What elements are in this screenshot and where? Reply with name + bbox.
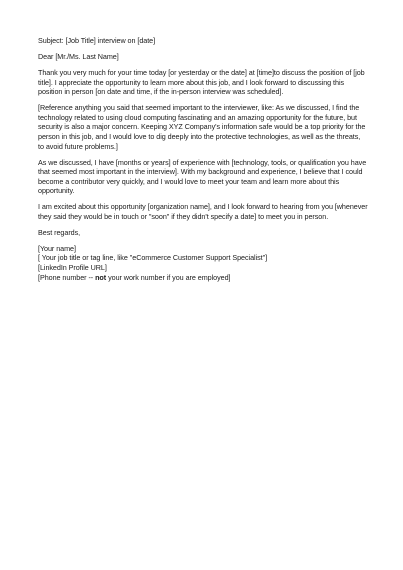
- paragraph-thank-you: Thank you very much for your time today [or yesterday or the date] at [time]to discuss the position of [job title]. I appreciate the opportunity to learn more about this job, and I look forward to discussing this position in person [on date and time, if the in-person interview was scheduled].: [38, 67, 365, 97]
- phone-emphasis: not: [95, 272, 107, 282]
- paragraph-excitement: I am excited about this opportunity [organization name], and I look forward to hearing from you [whenever they said they would be in touch or "soon" if they didn't specify a date] to meet you in person.: [38, 202, 368, 221]
- signature-name: [Your name]: [38, 243, 76, 253]
- signature-title-line: [ Your job title or tag line, like "eCommerce Customer Support Specialist"]: [38, 253, 268, 263]
- closing: Best regards,: [38, 227, 81, 237]
- signature-block: [38, 244, 368, 282]
- phone-suffix: your work number if you are employed]: [106, 272, 231, 282]
- paragraph-reference: [Reference anything you said that seemed important to the interviewer, like: As we discussed, I find the technology related to using cloud computing fascinating and an amazing opportunity for the future, but security is also a major concern. Keeping XYZ Company's information safe would be a top priority for the person in this job, and I would love to dig deeply into the protective technologies, as well as the threats, to avoid future problems.]: [38, 103, 366, 151]
- phone-prefix: [Phone number --: [38, 272, 96, 282]
- signature-phone: [38, 273, 368, 283]
- subject-line: Subject: [Job Title] interview on [date]: [38, 36, 156, 45]
- letter-page: [38, 36, 368, 282]
- salutation: Dear [Mr./Ms. Last Name]: [38, 51, 119, 61]
- signature-linkedin: [LinkedIn Profile URL]: [38, 263, 107, 273]
- paragraph-experience: As we discussed, I have [months or years] of experience with [technology, tools, or qualification you have that seemed most important in the interview]. With my background and experience, I believe that I could become a contributor very quickly, and I would love to meet your team and learn more about this opportunity.: [38, 157, 367, 196]
